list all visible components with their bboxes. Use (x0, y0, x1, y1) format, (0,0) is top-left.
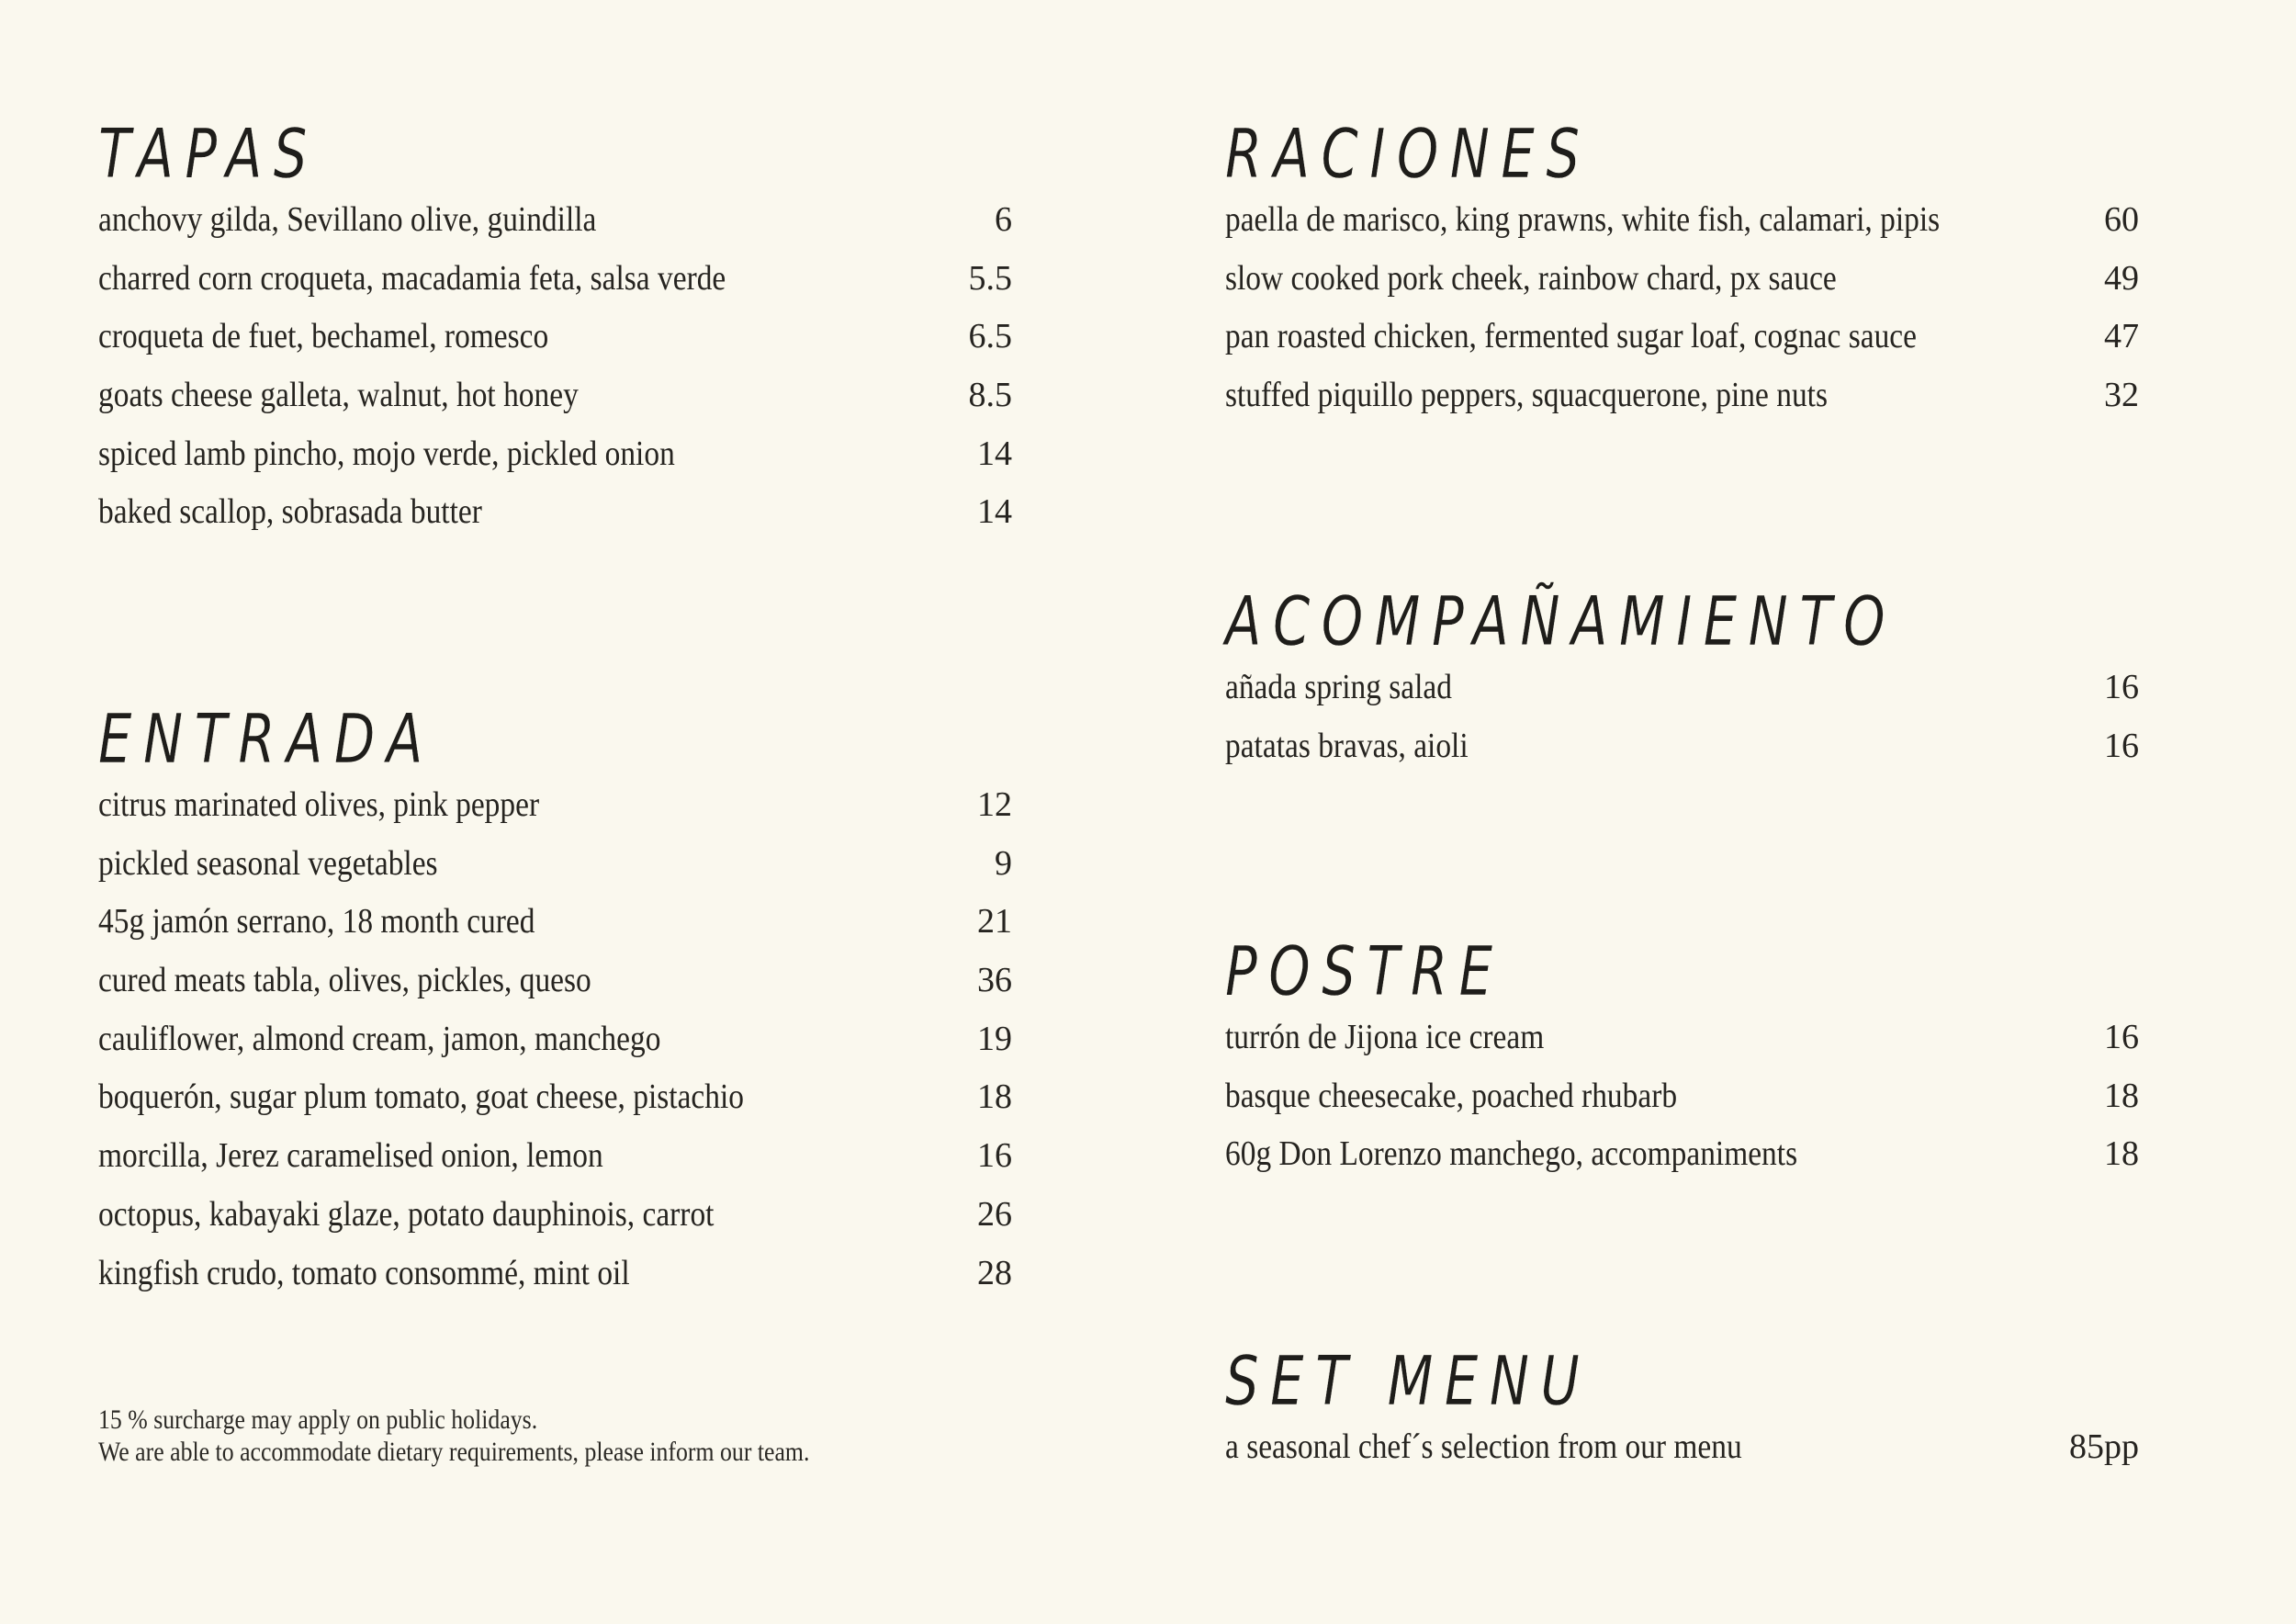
footnote-surcharge: 15 % surcharge may apply on public holidays. (98, 1404, 538, 1435)
menu-item-price: 14 (977, 492, 1012, 532)
menu-item-price: 12 (977, 785, 1012, 824)
menu-item-name: 60g Don Lorenzo manchego, accompaniments (1225, 1134, 1798, 1174)
menu-item-name: 45g jamón serrano, 18 month cured (98, 902, 535, 942)
menu-item-name: pickled seasonal vegetables (98, 843, 438, 883)
menu-item-price: 32 (2104, 376, 2139, 415)
menu-item (1225, 308, 2139, 367)
menu-item (1225, 1125, 2139, 1184)
menu-item-name: boquerón, sugar plum tomato, goat cheese, pistachio (98, 1077, 744, 1117)
acompanamiento-section (1225, 582, 2139, 775)
menu-item (98, 952, 1012, 1010)
menu-item (1225, 1009, 2139, 1067)
menu-item-name: turrón de Jijona ice cream (1225, 1018, 1545, 1056)
menu-item-name: anchovy gilda, Sevillano olive, guindilla (98, 200, 597, 239)
menu-item-price: 49 (2104, 258, 2139, 298)
menu-item (98, 835, 1012, 894)
menu-item (98, 308, 1012, 367)
menu-item-price: 14 (977, 434, 1012, 473)
menu-item-name: pan roasted chicken, fermented sugar loaf, cognac sauce (1225, 317, 1917, 356)
menu-item-name: patatas bravas, aioli (1225, 726, 1469, 765)
menu-item-price: 19 (977, 1019, 1012, 1058)
menu-item (1225, 367, 2139, 425)
menu-item (1225, 191, 2139, 250)
menu-item (1225, 717, 2139, 776)
raciones-items (1225, 191, 2139, 425)
set-menu-section (1225, 1342, 2139, 1477)
menu-item-price: 26 (977, 1194, 1012, 1234)
raciones-heading: RACIONES (1225, 115, 1592, 194)
menu-item-price: 60 (2104, 200, 2139, 239)
menu-item (98, 1127, 1012, 1186)
menu-item-name: basque cheesecake, poached rhubarb (1225, 1076, 1678, 1115)
menu-item (98, 250, 1012, 309)
menu-item (1225, 250, 2139, 309)
menu-item (98, 191, 1012, 250)
menu-item (98, 1245, 1012, 1303)
menu-item (98, 483, 1012, 542)
menu-item-price: 16 (2104, 668, 2139, 706)
menu-item-name: cured meats tabla, olives, pickles, queso (98, 961, 591, 1000)
entrada-heading: ENTRADA (98, 700, 434, 779)
menu-item-price: 28 (977, 1253, 1012, 1292)
menu-item-name: goats cheese galleta, walnut, hot honey (98, 376, 579, 415)
postre-section (1225, 932, 2139, 1184)
menu-item (98, 1068, 1012, 1127)
menu-item-name: morcilla, Jerez caramelised onion, lemon (98, 1136, 603, 1176)
menu-item-price: 8.5 (968, 376, 1012, 415)
menu-item-name: charred corn croqueta, macadamia feta, salsa verde (98, 258, 726, 298)
acompanamiento-heading: ACOMPAÑAMIENTO (1225, 582, 1896, 661)
entrada-section (98, 700, 1012, 1303)
menu-item-name: añada spring salad (1225, 668, 1453, 706)
menu-item (1225, 1418, 2139, 1477)
menu-item-name: cauliflower, almond cream, jamon, manchego (98, 1019, 661, 1058)
menu-item-name: citrus marinated olives, pink pepper (98, 785, 540, 824)
menu-item (1225, 1067, 2139, 1126)
menu-item-price: 6 (995, 200, 1012, 239)
menu-item (98, 425, 1012, 484)
menu-item-price: 85pp (2069, 1427, 2139, 1466)
menu-item (98, 893, 1012, 952)
menu-item-price: 18 (2104, 1134, 2139, 1174)
menu-item (98, 1010, 1012, 1069)
footnote (98, 1404, 1017, 1468)
menu-item-name: stuffed piquillo peppers, squacquerone, pine nuts (1225, 376, 1828, 415)
menu-item-price: 5.5 (968, 258, 1012, 298)
entrada-items (98, 776, 1012, 1303)
acompanamiento-items (1225, 659, 2139, 775)
menu-item-price: 6.5 (968, 317, 1012, 356)
menu-item-price: 9 (995, 843, 1012, 883)
menu-item-price: 47 (2104, 317, 2139, 356)
menu-item-name: paella de marisco, king prawns, white fish, calamari, pipis (1225, 200, 1941, 239)
menu-item-price: 21 (977, 902, 1012, 942)
postre-items (1225, 1009, 2139, 1184)
tapas-heading: TAPAS (98, 115, 319, 194)
set-menu-items (1225, 1418, 2139, 1477)
menu-item-price: 16 (977, 1136, 1012, 1176)
menu-item-price: 18 (2104, 1076, 2139, 1115)
menu-item-name: spiced lamb pincho, mojo verde, pickled onion (98, 434, 675, 473)
menu-item-name: baked scallop, sobrasada butter (98, 492, 482, 532)
menu-item-price: 16 (2104, 726, 2139, 765)
set-menu-heading: SET MENU (1225, 1342, 1592, 1421)
tapas-section (98, 115, 1012, 542)
menu-item-name: a seasonal chef´s selection from our menu (1225, 1427, 1742, 1466)
menu-item-name: croqueta de fuet, bechamel, romesco (98, 317, 549, 356)
postre-heading: POSTRE (1225, 932, 1504, 1011)
menu-item (98, 1186, 1012, 1245)
menu-item (1225, 659, 2139, 717)
menu-item-name: kingfish crudo, tomato consommé, mint oil (98, 1253, 630, 1292)
menu-item-price: 18 (977, 1077, 1012, 1117)
menu-item-price: 16 (2104, 1018, 2139, 1056)
menu-item (98, 776, 1012, 835)
menu-item-name: slow cooked pork cheek, rainbow chard, px sauce (1225, 258, 1837, 298)
footnote-dietary: We are able to accommodate dietary requirements, please inform our team. (98, 1437, 810, 1467)
menu-item-price: 36 (977, 961, 1012, 1000)
tapas-items (98, 191, 1012, 542)
menu-item-name: octopus, kabayaki glaze, potato dauphinois, carrot (98, 1194, 715, 1234)
raciones-section (1225, 115, 2139, 425)
menu-item (98, 367, 1012, 425)
